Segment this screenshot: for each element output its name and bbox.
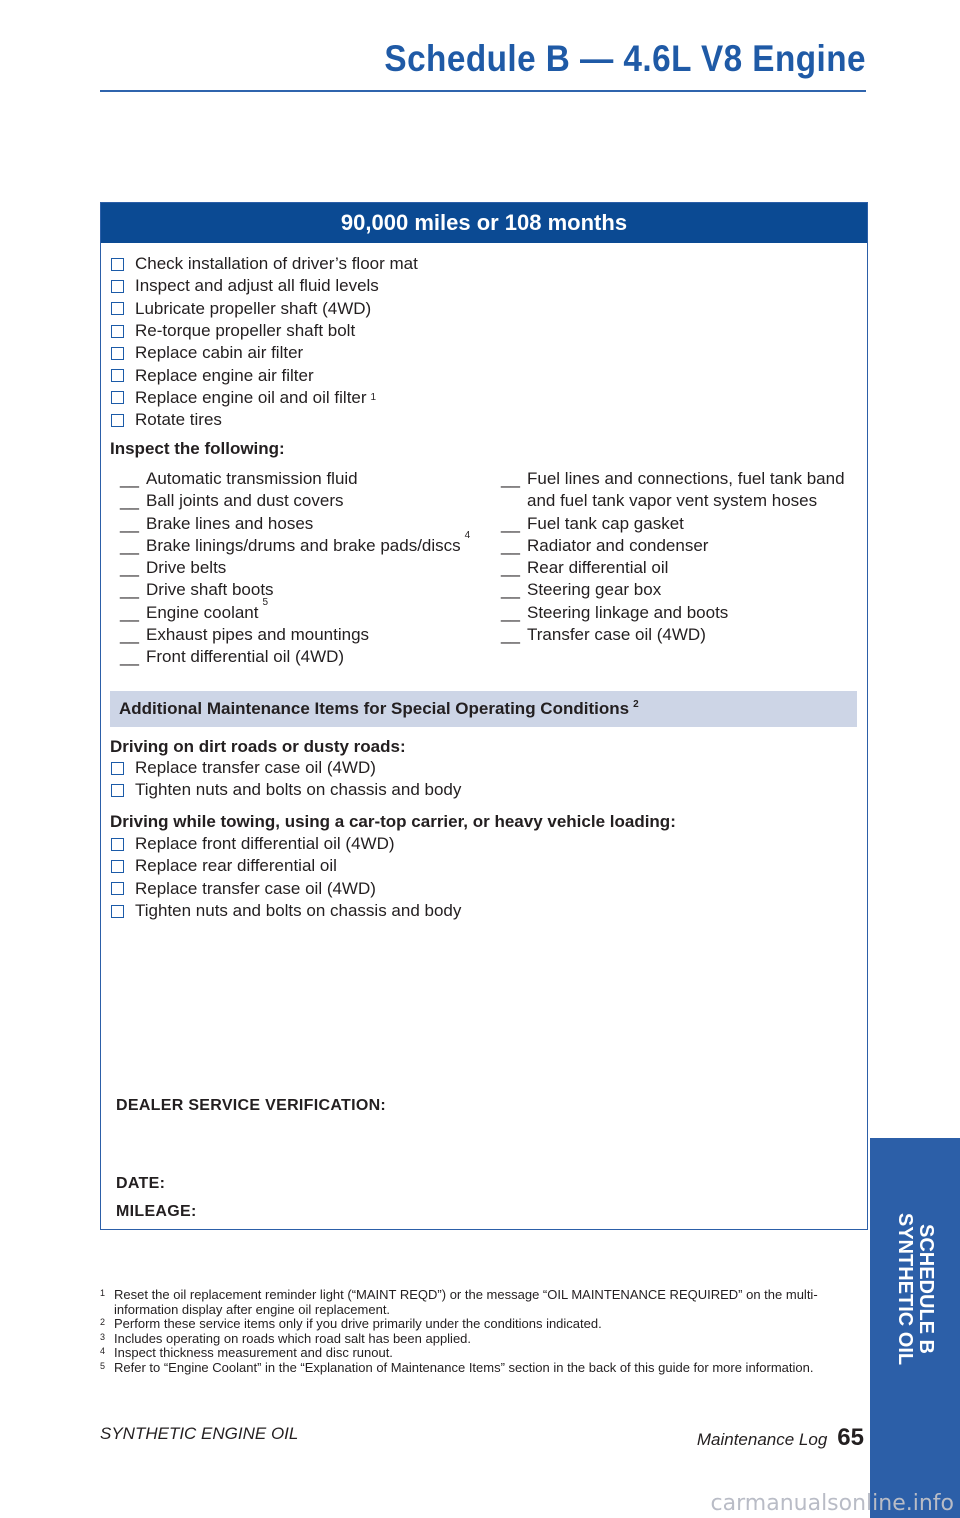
side-tab[interactable] — [870, 1138, 960, 1518]
watermark: carmanualsonline.info — [710, 1491, 954, 1516]
checkbox[interactable] — [111, 258, 124, 271]
footer-page-info — [697, 1424, 864, 1452]
mileage-label: MILEAGE: — [116, 1203, 197, 1220]
inspect-item: __ Radiator and condenser — [501, 535, 709, 555]
checklist-item: Replace engine air filter — [111, 364, 418, 386]
footnote: 1 Reset the oil replacement reminder light (“MAINT REQD”) or the message “OIL MAINTENANCE REQUIRED” on the multi-information display after engine oil replacement. — [100, 1287, 818, 1317]
checklist-item: Tighten nuts and bolts on chassis and body — [111, 900, 461, 922]
inspect-item: __ Steering linkage and boots — [501, 602, 729, 622]
inspect-item: __ Automatic transmission fluid — [120, 469, 358, 488]
inspect-item: __ Ball joints and dust covers — [120, 491, 344, 511]
inspect-item: __ Transfer case oil (4WD) — [501, 625, 706, 645]
checkbox[interactable] — [111, 838, 124, 851]
inspect-item: __ Steering gear box — [501, 580, 662, 600]
checkbox[interactable] — [111, 280, 124, 293]
checkbox[interactable] — [111, 325, 124, 338]
title-rule — [100, 90, 866, 92]
condition-list-towing — [111, 833, 461, 922]
inspect-item: __ Fuel lines and connections, fuel tank band — [501, 469, 845, 488]
checklist-item: Replace front differential oil (4WD) — [111, 833, 461, 855]
inspect-item: __ Front differential oil (4WD) — [120, 647, 345, 667]
inspect-item: __ Drive belts — [120, 558, 227, 578]
footnote: 3 Includes operating on roads which road salt has been applied. — [100, 1330, 472, 1346]
checklist-item: Re-torque propeller shaft bolt — [111, 320, 418, 342]
footnotes — [100, 1288, 860, 1375]
dealer-verification-label: DEALER SERVICE VERIFICATION: — [116, 1097, 387, 1114]
inspect-list-right — [501, 469, 845, 647]
interval-header: 90,000 miles or 108 months — [101, 203, 867, 243]
inspect-item-continuation: and fuel tank vapor vent system hoses — [527, 491, 818, 511]
inspect-item: __ Engine coolant 5 — [120, 603, 470, 625]
footer-log-label: Maintenance Log — [696, 1430, 828, 1449]
checklist-item: Rotate tires — [111, 409, 418, 431]
checklist-item: Replace engine oil and oil filter 1 — [111, 387, 418, 409]
maintenance-interval-box — [100, 202, 868, 1230]
checklist-item: Check installation of driver’s floor mat — [111, 253, 418, 275]
page-number: 65 — [837, 1424, 864, 1451]
inspect-item: __ Rear differential oil — [501, 558, 669, 578]
inspect-heading: Inspect the following: — [110, 439, 285, 458]
checklist-item: Replace transfer case oil (4WD) — [111, 757, 461, 779]
footnote-ref: 2 — [633, 699, 639, 711]
page-title: Schedule B — 4.6L V8 Engine — [384, 38, 866, 79]
footnote: 2 Perform these service items only if you drive primarily under the conditions indicated. — [100, 1316, 602, 1331]
checkbox[interactable] — [111, 347, 124, 360]
condition-list-dirt-roads — [111, 757, 461, 802]
checklist-item: Tighten nuts and bolts on chassis and body — [111, 779, 461, 801]
checkbox[interactable] — [111, 905, 124, 918]
footer-section-label: SYNTHETIC ENGINE OIL — [100, 1424, 299, 1443]
footnote: 5 Refer to “Engine Coolant” in the “Explanation of Maintenance Items” section in the back of this guide for more information. — [100, 1359, 814, 1375]
checkbox[interactable] — [111, 860, 124, 873]
inspect-item: __ Fuel tank cap gasket — [501, 513, 684, 533]
inspect-item: __ Brake lines and hoses — [120, 513, 314, 533]
checkbox[interactable] — [111, 369, 124, 382]
checkbox[interactable] — [111, 414, 124, 427]
checklist-item: Replace cabin air filter — [111, 342, 418, 364]
checkbox[interactable] — [111, 882, 124, 895]
additional-maintenance-bar: Additional Maintenance Items for Special Operating Conditions $^2$ — [110, 691, 857, 727]
checklist-item: Replace transfer case oil (4WD) — [111, 878, 461, 900]
footnote-ref: 4 — [464, 529, 471, 541]
condition-heading-dirt-roads: Driving on dirt roads or dusty roads: — [110, 737, 406, 756]
side-tab-text: SCHEDULE B SYNTHETIC OIL — [894, 1212, 937, 1366]
checklist-item: Inspect and adjust all fluid levels — [111, 275, 418, 297]
condition-heading-towing: Driving while towing, using a car-top carrier, or heavy vehicle loading: — [110, 812, 676, 831]
inspect-item: __ Drive shaft boots — [120, 580, 274, 600]
service-checklist — [111, 253, 418, 431]
footnote: 4 Inspect thickness measurement and disc runout. — [100, 1345, 393, 1360]
checkbox[interactable] — [111, 302, 124, 315]
footnote-ref: 5 — [262, 596, 269, 608]
checkbox[interactable] — [111, 391, 124, 404]
inspect-item: __ Exhaust pipes and mountings — [120, 625, 370, 645]
checklist-item: Replace rear differential oil — [111, 855, 461, 877]
checkbox[interactable] — [111, 784, 124, 797]
inspect-list-left — [120, 469, 470, 670]
inspect-item: __ Brake linings/drums and brake pads/discs 4 — [120, 536, 470, 558]
date-label: DATE: — [116, 1175, 166, 1192]
checkbox[interactable] — [111, 762, 124, 775]
checklist-item: Lubricate propeller shaft (4WD) — [111, 298, 418, 320]
